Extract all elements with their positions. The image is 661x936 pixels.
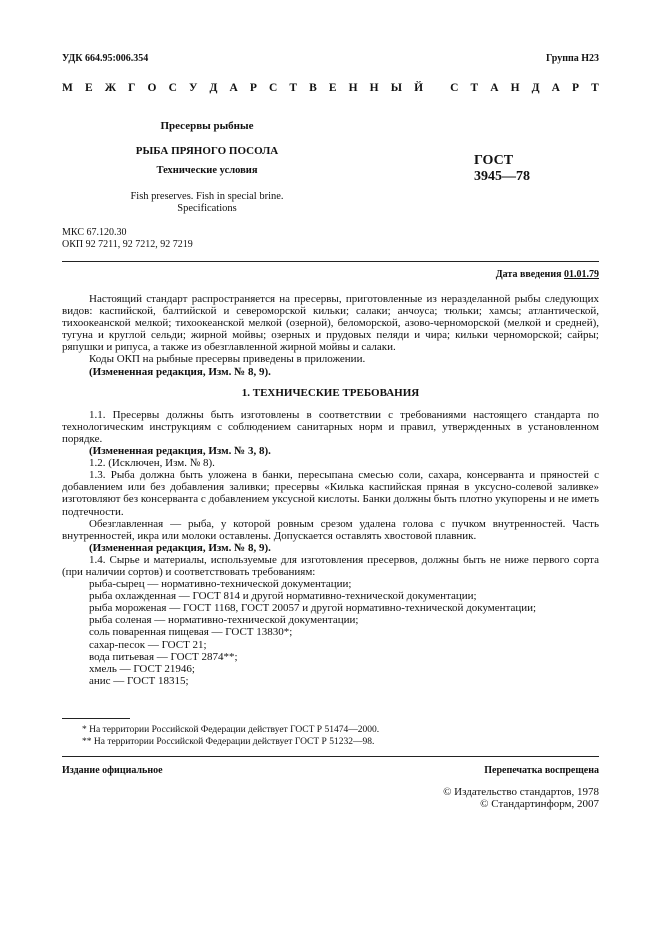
- okp-code: ОКП 92 7211, 92 7212, 92 7219: [62, 239, 193, 250]
- interstate-standard-heading: [62, 82, 599, 95]
- heading-letter: О: [147, 82, 157, 94]
- title-block: [62, 120, 352, 215]
- heading-letter: Р: [249, 82, 257, 94]
- copyright-block: [443, 786, 599, 810]
- heading-letter: Н: [348, 82, 358, 94]
- clause-1-4: 1.4. Сырье и материалы, используемые для изготовления пресервов, должны быть не ниже первого сорта (при наличии сортов) и соответствовать требованиям:: [62, 553, 599, 578]
- requirement-item: рыба-сырец — нормативно-технической документации;: [89, 578, 352, 591]
- date-label: Дата введения: [495, 269, 562, 280]
- classification-codes: [62, 227, 193, 251]
- requirement-item: рыба охлажденная — ГОСТ 814 и другой нормативно-технической документации;: [89, 590, 477, 603]
- heading-letter: Ы: [390, 82, 402, 94]
- title-line-1: Пресервы рыбные: [160, 120, 254, 132]
- heading-letter: Т: [470, 82, 479, 94]
- heading-letter: Г: [128, 82, 136, 94]
- gost-number: [474, 153, 530, 185]
- footnotes: [62, 724, 599, 748]
- heading-letter: С: [269, 82, 278, 94]
- clause-1-3-definition: Обезглавленная — рыба, у которой ровным срезом удалена голова с пучком внутренностей. Часть внутренностей, икра или молоки оставлены. Допускается оставлять хвостовой плавник.: [62, 517, 599, 542]
- heading-letter: У: [188, 82, 198, 94]
- heading-letter: В: [309, 82, 317, 94]
- gost-code: 3945—78: [474, 169, 530, 184]
- reprint-notice: Перепечатка воспрещена: [484, 765, 599, 776]
- clause-1-2: 1.2. (Исключен, Изм. № 8).: [89, 457, 215, 470]
- heading-letter: А: [551, 82, 560, 94]
- english-title-line-1: Fish preserves. Fish in special brine.: [130, 191, 284, 202]
- heading-letter: Е: [328, 82, 337, 94]
- heading-letter: С: [168, 82, 177, 94]
- revision-note: (Измененная редакция, Изм. № 8, 9).: [89, 541, 271, 554]
- revision-note: (Измененная редакция, Изм. № 8, 9).: [89, 365, 271, 378]
- header-divider: [62, 261, 599, 262]
- footnote-1: * На территории Российской Федерации действует ГОСТ Р 51474—2000.: [82, 725, 380, 735]
- english-title-line-2: Specifications: [177, 203, 237, 214]
- heading-letter: А: [229, 82, 238, 94]
- title-line-2: РЫБА ПРЯНОГО ПОСОЛА: [135, 145, 279, 157]
- footnote-divider: [62, 718, 130, 719]
- group-code: Группа Н23: [546, 53, 599, 64]
- heading-letter: Т: [591, 82, 599, 94]
- copyright-2: © Стандартинформ, 2007: [480, 798, 599, 810]
- requirement-item: анис — ГОСТ 18315;: [89, 674, 189, 687]
- heading-letter: Р: [572, 82, 580, 94]
- mks-code: МКС 67.120.30: [62, 227, 127, 238]
- english-title: [62, 191, 352, 215]
- heading-letter: Т: [289, 82, 298, 94]
- requirement-item: сахар-песок — ГОСТ 21;: [89, 638, 207, 651]
- heading-letter: Д: [209, 82, 218, 94]
- heading-letter: Н: [369, 82, 379, 94]
- requirement-item: хмель — ГОСТ 21946;: [89, 662, 195, 675]
- requirement-item: соль поваренная пищевая — ГОСТ 13830*;: [89, 626, 293, 639]
- heading-letter: Д: [531, 82, 540, 94]
- footnote-2: ** На территории Российской Федерации действует ГОСТ Р 51232—98.: [82, 737, 375, 747]
- footer-divider: [62, 756, 599, 757]
- document-body: [62, 293, 599, 687]
- heading-letter: Й: [414, 82, 424, 94]
- heading-letter: Н: [510, 82, 520, 94]
- heading-letter: [435, 82, 438, 95]
- title-line-3: Технические условия: [156, 165, 258, 176]
- clause-1-1: 1.1. Пресервы должны быть изготовлены в соответствии с требованиями настоящего стандарта по технологическим инструкциям с соблюдением санитарных норм и правил, утвержденных в установленном порядке.: [62, 408, 599, 445]
- heading-letter: Ж: [104, 82, 117, 94]
- edition-label: Издание официальное: [62, 765, 163, 776]
- requirement-item: вода питьевая — ГОСТ 2874**;: [89, 650, 238, 663]
- heading-letter: С: [450, 82, 459, 94]
- date-value: 01.01.79: [564, 269, 599, 280]
- requirement-item: рыба соленая — нормативно-технической документации;: [89, 614, 359, 627]
- heading-letter: М: [62, 82, 73, 94]
- copyright-1: © Издательство стандартов, 1978: [443, 786, 599, 798]
- intro-paragraph: Настоящий стандарт распространяется на пресервы, приготовленные из неразделанной рыбы следующих видов: каспийской, балтийской и североморской кильки; салаки; анчоуса; тюльки; хамсы; атлантической, тихоокеанской мелкой; тихоокеанской мелкой (озерной), беломорской, азово-черноморской (мелкой и средней), тугуна и круглой сельди; жирной мойвы; озерных и прудовых пеляди и чира; кильки черноморской; сайры; ряпушки и рипуса, а также из обезглавленной жирной мойвы и салаки.: [62, 293, 599, 354]
- revision-note: (Измененная редакция, Изм. № 3, 8).: [89, 445, 271, 458]
- requirement-item: рыба мороженая — ГОСТ 1168, ГОСТ 20057 и другой нормативно-технической документации;: [89, 602, 537, 615]
- introduction-date: [496, 268, 599, 281]
- heading-letter: А: [490, 82, 499, 94]
- clause-1-3: 1.3. Рыба должна быть уложена в банки, пересыпана смесью соли, сахара, консерванта и пряностей с добавлением или без добавления заливки; пресервы «Килька каспийская пряная в уксусно-солевой заливке» изготовляют без консерванта с добавлением уксусной кислоты. Банки должны быть плотно укупорены и не иметь подтечности.: [62, 469, 599, 518]
- gost-label: ГОСТ: [474, 153, 514, 168]
- section-heading: 1. ТЕХНИЧЕСКИЕ ТРЕБОВАНИЯ: [241, 386, 420, 399]
- heading-letter: Е: [84, 82, 93, 94]
- okp-note: Коды ОКП на рыбные пресервы приведены в приложении.: [89, 353, 366, 366]
- udk-code: УДК 664.95:006.354: [62, 53, 149, 64]
